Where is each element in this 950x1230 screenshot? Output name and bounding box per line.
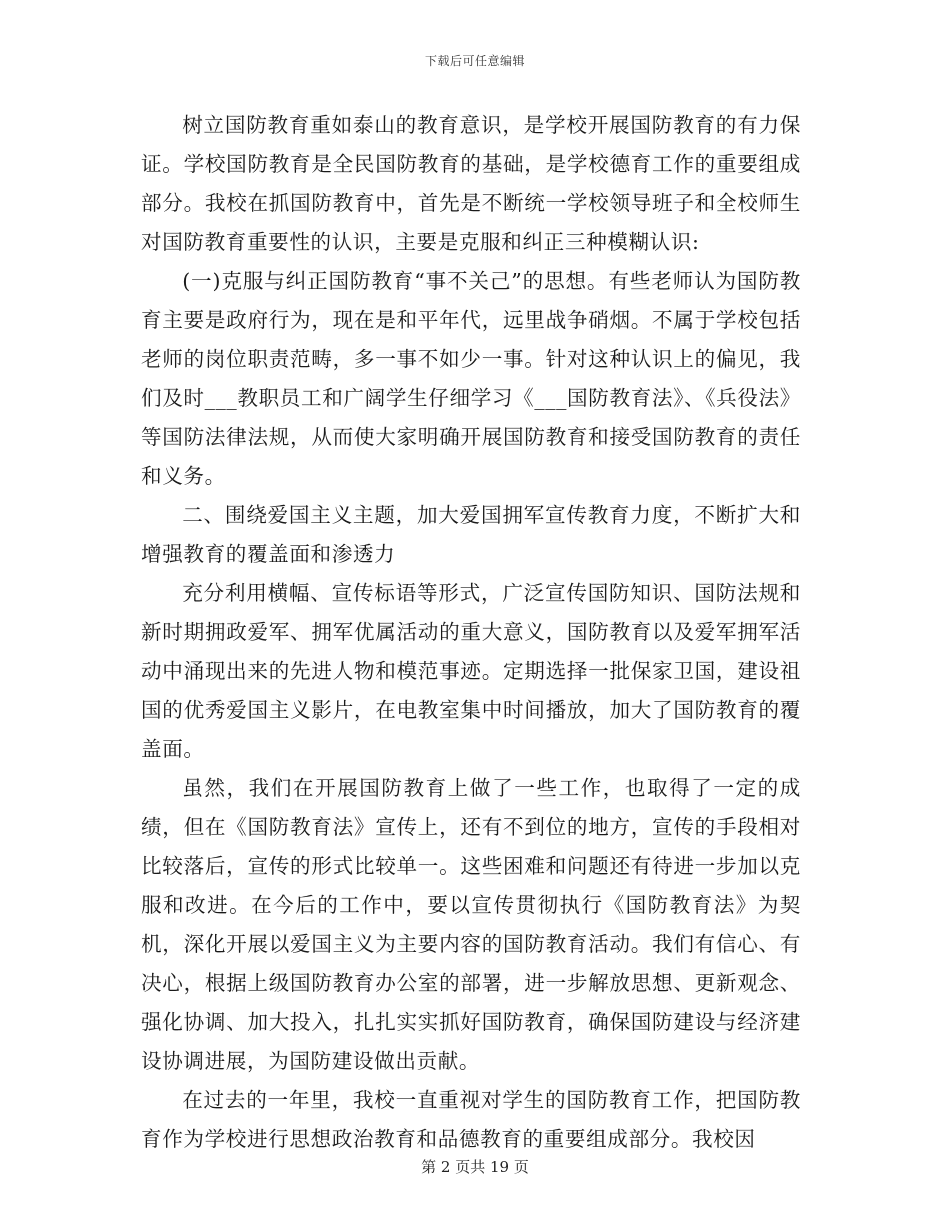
section-heading: 二、围绕爱国主义主题，加大爱国拥军宣传教育力度，不断扩大和增强教育的覆盖面和渗透力 xyxy=(141,503,801,566)
document-body xyxy=(141,106,801,1159)
page-number: 第 2 页共 19 页 xyxy=(421,1158,529,1176)
paragraph-4: 虽然，我们在开展国防教育上做了一些工作，也取得了一定的成绩，但在《国防教育法》宣传上，还有不到位的地方，宣传的手段相对比较落后，宣传的形式比较单一。这些困难和问题还有待进一步加以克服和改进。在今后的工作中，要以宣传贯彻执行《国防教育法》为契机，深化开展以爱国主义为主要内容的国防教育活动。我们有信心、有决心，根据上级国防教育办公室的部署，进一步解放思想、更新观念、强化协调、加大投入，扎扎实实抓好国防教育，确保国防建设与经济建设协调进展，为国防建设做出贡献。 xyxy=(141,776,801,1073)
paragraph-1: 树立国防教育重如泰山的教育意识，是学校开展国防教育的有力保证。学校国防教育是全民国防教育的基础，是学校德育工作的重要组成部分。我校在抓国防教育中，首先是不断统一学校领导班子和全校师生对国防教育重要性的认识，主要是克服和纠正三种模糊认识: xyxy=(141,113,801,254)
page-header: 下载后可任意编辑 xyxy=(424,54,525,68)
paragraph-3: 充分利用横幅、宣传标语等形式，广泛宣传国防知识、国防法规和新时期拥政爱军、拥军优属活动的重大意义，国防教育以及爱军拥军活动中涌现出来的先进人物和模范事迹。定期选择一批保家卫国，建设祖国的优秀爱国主义影片，在电教室集中时间播放，加大了国防教育的覆盖面。 xyxy=(141,581,801,761)
paragraph-2: (一)克服与纠正国防教育“事不关己”的思想。有些老师认为国防教育主要是政府行为，现在是和平年代，远里战争硝烟。不属于学校包括老师的岗位职责范畴，多一事不如少一事。针对这种认识上的偏见，我们及时___教职员工和广阔学生仔细学习《___国防教育法》、《兵役法》等国防法律法规，从而使大家明确开展国防教育和接受国防教育的责任和义务。 xyxy=(141,269,801,488)
paragraph-5: 在过去的一年里，我校一直重视对学生的国防教育工作，把国防教育作为学校进行思想政治教育和品德教育的重要组成部分。我校因 xyxy=(141,1088,801,1151)
